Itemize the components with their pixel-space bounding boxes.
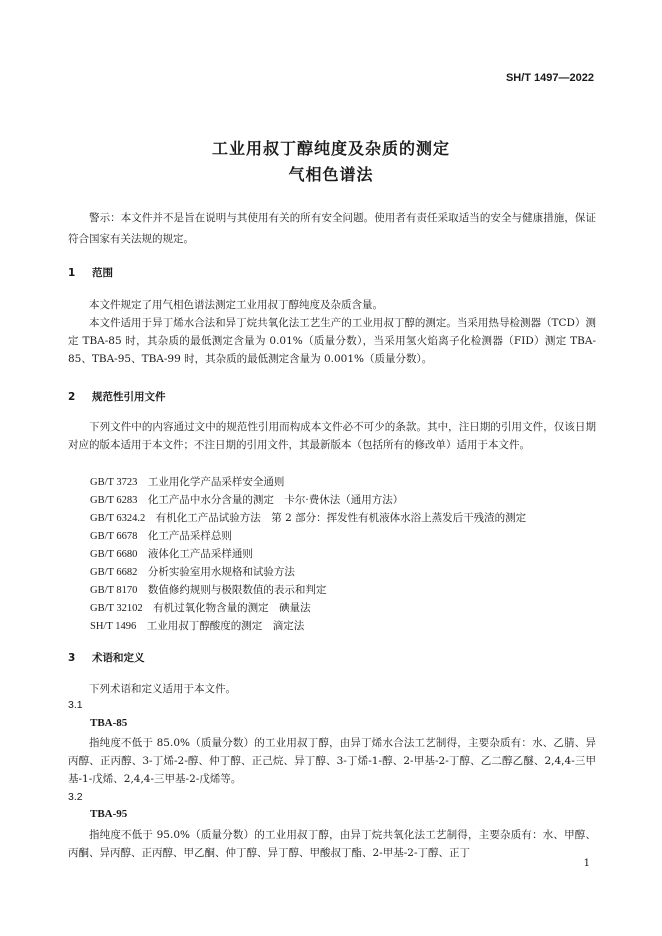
section-3-heading bbox=[68, 650, 145, 665]
reference-item: GB/T 3723 工业用化学产品采样安全通则 bbox=[90, 476, 285, 488]
reference-item: GB/T 8170 数值修约规则与极限数值的表示和判定 bbox=[90, 584, 327, 596]
section-2-number: 2 bbox=[68, 391, 76, 403]
document-code: SH/T 1497—2022 bbox=[505, 72, 594, 84]
section-2-title: 规范性引用文件 bbox=[92, 391, 166, 403]
term-name: TBA-85 bbox=[90, 717, 128, 729]
reference-item: GB/T 6680 液体化工产品采样通则 bbox=[90, 548, 253, 560]
clause-number: 3.1 bbox=[68, 699, 83, 711]
section-1-heading bbox=[68, 265, 113, 280]
section-3-title: 术语和定义 bbox=[92, 652, 145, 664]
term-definition: 指纯度不低于 85.0%（质量分数）的工业用叔丁醇，由异丁烯水合法工艺制得，主要杂质有：水、乙腈、异丙醇、正丙醇、3-丁烯-2-醇、仲丁醇、正己烷、异丁醇、3-丁烯-1-醇、2-甲基-2-丁醇、乙二醇乙醚、2,4,4-三甲基-1-戊烯、2,4,4-三甲基-2-戊烯等。 bbox=[68, 737, 596, 785]
term-name: TBA-95 bbox=[90, 808, 128, 820]
clause-number: 3.2 bbox=[68, 791, 83, 803]
reference-item: GB/T 6283 化工产品中水分含量的测定 卡尔·费休法（通用方法） bbox=[90, 494, 404, 506]
section-2-heading bbox=[68, 389, 166, 404]
section-2-intro: 下列文件中的内容通过文中的规范性引用而构成本文件必不可少的条款。其中，注日期的引用文件，仅该日期对应的版本适用于本文件；不注日期的引用文件，其最新版本（包括所有的修改单）适用于本文件。 bbox=[68, 421, 596, 451]
document-title: 工业用叔丁醇纯度及杂质的测定 bbox=[211, 139, 450, 158]
document-subtitle: 气相色谱法 bbox=[288, 165, 374, 184]
reference-item: GB/T 6682 分析实验室用水规格和试验方法 bbox=[90, 566, 295, 578]
reference-item: GB/T 6324.2 有机化工产品试验方法 第 2 部分：挥发性有机液体水浴上蒸发后干残渣的测定 bbox=[90, 512, 527, 524]
term-definition: 指纯度不低于 95.0%（质量分数）的工业用叔丁醇，由异丁烷共氧化法工艺制得，主要杂质有：水、甲醇、丙酮、异丙醇、正丙醇、甲乙酮、仲丁醇、异丁醇、甲酸叔丁酯、2-甲基-2-丁醇、正丁 bbox=[68, 829, 596, 859]
warning-text: 警示：本文件并不是旨在说明与其使用有关的所有安全问题。使用者有责任采取适当的安全与健康措施，保证符合国家有关法规的规定。 bbox=[68, 212, 596, 245]
reference-item: SH/T 1496 工业用叔丁醇酸度的测定 滴定法 bbox=[90, 620, 305, 632]
reference-item: GB/T 6678 化工产品采样总则 bbox=[90, 530, 232, 542]
section-1-title: 范围 bbox=[92, 267, 113, 279]
section-1-paragraph-1: 本文件规定了用气相色谱法测定工业用叔丁醇纯度及杂质含量。 bbox=[89, 299, 383, 311]
section-3-intro: 下列术语和定义适用于本文件。 bbox=[89, 683, 236, 695]
page-number: 1 bbox=[583, 858, 590, 869]
reference-item: GB/T 32102 有机过氧化物含量的测定 碘量法 bbox=[90, 602, 311, 614]
section-1-paragraph-2: 本文件适用于异丁烯水合法和异丁烷共氧化法工艺生产的工业用叔丁醇的测定。当采用热导检测器（TCD）测定 TBA-85 时，其杂质的最低测定含量为 0.01%（质量分数），当采用氢火焰离子化检测器（FID）测定 TBA-85、TBA-95、TBA-99 时，其杂质的最低测定含量为 0.001%（质量分数）。 bbox=[68, 317, 596, 365]
section-1-number: 1 bbox=[68, 267, 76, 279]
section-3-number: 3 bbox=[68, 652, 76, 664]
